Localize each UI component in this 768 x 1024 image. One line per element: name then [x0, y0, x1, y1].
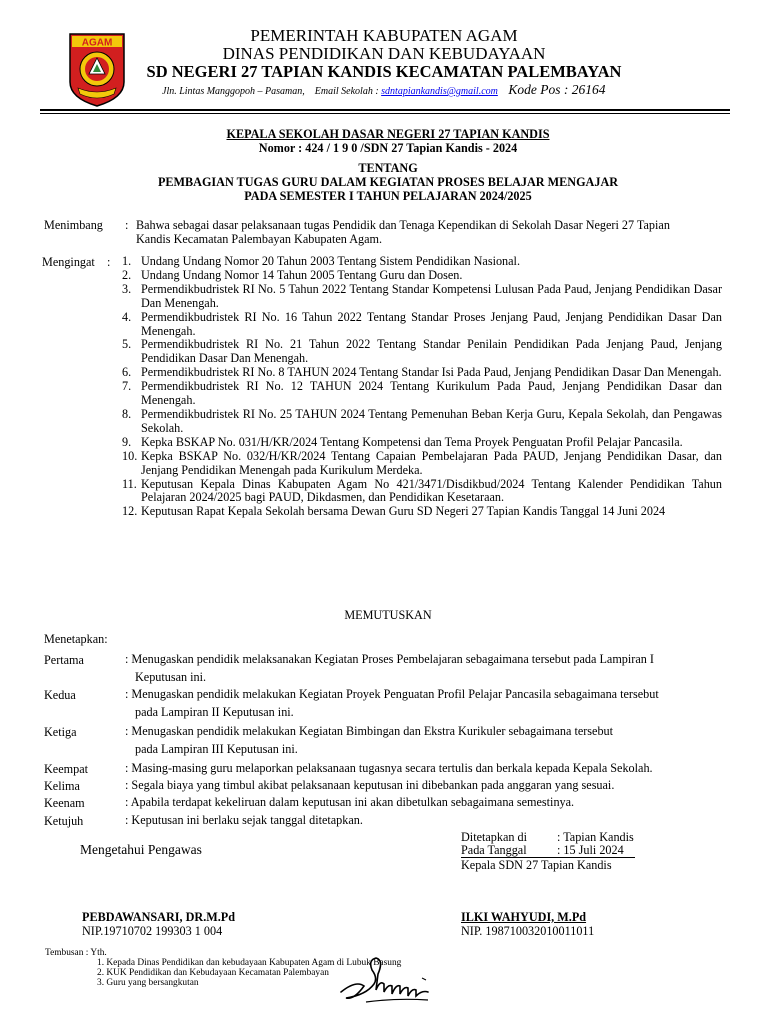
mengetahui-label: Mengetahui Pengawas: [80, 842, 202, 857]
tembusan-label: Tembusan : Yth.: [45, 948, 107, 958]
mengingat-item-number: 12.: [122, 504, 138, 519]
mengingat-item-text: Undang Undang Nomor 20 Tahun 2003 Tentang Sistem Pendidikan Nasional.: [141, 254, 520, 268]
decree-issuer: KEPALA SEKOLAH DASAR NEGERI 27 TAPIAN KANDIS: [226, 127, 550, 141]
ketujuh-text: : Keputusan ini berlaku sejak tanggal ditetapkan.: [125, 813, 363, 827]
mengingat-item-number: 10.: [122, 448, 138, 463]
mengingat-item-text: Keputusan Kepala Dinas Kabupaten Agam No 421/3471/Disdikbud/2024 Tentang Kalender Pendidikan Tahun Pelajaran 2024/2025 bagi PAUD, Dikdasmen, dan Pendidikan Kesetaraan.: [141, 476, 722, 505]
email-link[interactable]: sdntapiankandis@gmail.com: [381, 86, 498, 97]
tembusan-item: 3. Guru yang bersangkutan: [97, 978, 199, 988]
kelima-text: : Segala biaya yang timbul akibat pelaksanaan keputusan ini dibebankan pada anggaran yang sesuai.: [125, 778, 615, 792]
tanggal-label: Pada Tanggal: [461, 843, 527, 857]
pertama-text: : Menugaskan pendidik melaksanakan Kegiatan Proses Pembelajaran sebagaimana tersebut pada Lampiran I Keputusan ini.: [125, 652, 654, 684]
mengingat-item-text: Permendikbudristek RI No. 25 TAHUN 2024 Tentang Pemenuhan Beban Kerja Guru, Kepala Sekolah, dan Pengawas Sekolah.: [141, 406, 722, 435]
tembusan-item: 2. KUK Pendidikan dan Kebudayaan Kecamatan Palembayan: [97, 968, 329, 978]
mengingat-item-number: 5.: [122, 337, 132, 352]
kelima-label: Kelima: [44, 779, 80, 793]
mengingat-item: [122, 366, 722, 380]
kedua-text: : Menugaskan pendidik melakukan Kegiatan Proyek Penguatan Profil Pelajar Pancasila sebagaimana tersebut pada Lampiran II Keputusan ini.: [125, 687, 659, 719]
mengingat-item: [122, 380, 722, 408]
mengingat-item: [122, 436, 722, 450]
mengingat-item-text: Permendikbudristek RI No. 21 Tahun 2022 Tentang Standar Penilain Pendidikan Pada Jenjang Paud, Jenjang Pendidikan Dasar Dan Menengah.: [141, 337, 722, 366]
ketujuh-label: Ketujuh: [44, 814, 84, 828]
mengingat-item: [122, 450, 722, 478]
supervisor-nip: NIP.19710702 199303 1 004: [82, 924, 223, 938]
keempat-label: Keempat: [44, 762, 88, 776]
menimbang-text-line2: Kandis Kecamatan Palembayan Kabupaten Agam.: [136, 232, 383, 246]
mengingat-item-text: Permendikbudristek RI No. 12 TAHUN 2024 Tentang Kurikulum Pada Paud, Jenjang Pendidikan Dasar dan Menengah.: [141, 379, 722, 408]
principal-name: ILKI WAHYUDI, M.Pd: [461, 910, 587, 924]
kedua-label: Kedua: [44, 688, 76, 702]
tanggal-value: : 15 Juli 2024: [557, 843, 624, 857]
ketiga-text: : Menugaskan pendidik melakukan Kegiatan Bimbingan dan Ekstra Kurikuler sebagaimana tersebut pada Lampiran III Keputusan ini.: [125, 724, 614, 756]
handwritten-signature: [336, 940, 436, 1010]
mengingat-item-number: 11.: [122, 476, 137, 491]
letterhead-department: DINAS PENDIDIKAN DAN KEBUDAYAAN: [222, 44, 546, 63]
email-label: Email Sekolah :: [314, 86, 379, 97]
mengingat-item-number: 8.: [122, 406, 132, 421]
decree-about: TENTANG: [358, 161, 418, 175]
mengingat-item: [122, 338, 722, 366]
mengingat-item: [122, 478, 722, 506]
mengingat-item-number: 4.: [122, 309, 132, 324]
letterhead-school: SD NEGERI 27 TAPIAN KANDIS KECAMATAN PALEMBAYAN: [146, 62, 622, 81]
menimbang-colon: :: [125, 218, 129, 232]
decree-subject-line2: PADA SEMESTER I TAHUN PELAJARAN 2024/2025: [244, 189, 532, 203]
ditetapkan-label: Ditetapkan di: [461, 830, 527, 844]
mengingat-item-number: 7.: [122, 379, 132, 394]
memutuskan-heading: MEMUTUSKAN: [344, 608, 432, 622]
mengingat-item-number: 3.: [122, 281, 132, 296]
mengingat-item-text: Kepka BSKAP No. 031/H/KR/2024 Tentang Kompetensi dan Tema Proyek Penguatan Profil Pelajar Pancasila.: [141, 434, 683, 449]
principal-nip: NIP. 198710032010011011: [461, 924, 595, 938]
mengingat-item: [122, 505, 722, 519]
supervisor-name: PEBDAWANSARI, DR.M.Pd: [82, 910, 236, 924]
letterhead-rule-thin: [40, 113, 730, 114]
letterhead-government: PEMERINTAH KABUPATEN AGAM: [250, 26, 518, 45]
ditetapkan-value: : Tapian Kandis: [557, 830, 634, 844]
mengingat-item: [122, 311, 722, 339]
postcode: Kode Pos : 26164: [508, 82, 606, 97]
tanggal-row: [461, 844, 635, 858]
mengingat-item: [122, 255, 722, 269]
keempat-text: : Masing-masing guru melaporkan pelaksanaan tugasnya secara tertulis dan berkala kepada Kepala Sekolah.: [125, 761, 653, 775]
mengingat-item-number: 1.: [122, 254, 132, 268]
ketiga-label: Ketiga: [44, 725, 77, 739]
mengingat-item-text: Permendikbudristek RI No. 16 Tahun 2022 Tentang Standar Proses Jenjang Paud, Jenjang Pendidikan Dasar Dan Menengah.: [141, 309, 722, 338]
mengingat-item-text: Kepka BSKAP No. 032/H/KR/2024 Tentang Capaian Pembelajaran Pada PAUD, Jenjang Pendidikan Dasar, dan Jenjang Pendidikan Menengah pada Kurikulum Merdeka.: [141, 448, 722, 477]
menimbang-label: Menimbang: [44, 218, 103, 232]
mengingat-item-text: Undang Undang Nomor 14 Tahun 2005 Tentang Guru dan Dosen.: [141, 267, 463, 282]
pertama-label: Pertama: [44, 653, 84, 667]
mengingat-list: [122, 255, 722, 519]
menetapkan-label: Menetapkan:: [44, 632, 108, 646]
svg-text:AGAM: AGAM: [81, 37, 113, 49]
letterhead-address-line: [162, 82, 605, 98]
mengingat-item-text: Permendikbudristek RI No. 5 Tahun 2022 Tentang Standar Kompetensi Lulusan Pada Paud, Jenjang Pendidikan Dasar Dan Menengah.: [141, 281, 722, 310]
letterhead-rule-thick: [40, 109, 730, 111]
mengingat-item: [122, 283, 722, 311]
mengingat-colon: :: [107, 255, 111, 269]
mengingat-item: [122, 269, 722, 283]
mengingat-item-number: 9.: [122, 434, 132, 449]
tembusan-item: 1. Kepada Dinas Pendidikan dan kebudayaan Kabupaten Agam di Lubuk Basung: [97, 958, 402, 968]
mengingat-label: Mengingat: [42, 255, 95, 269]
mengingat-item-number: 2.: [122, 267, 132, 282]
keenam-text: : Apabila terdapat kekeliruan dalam keputusan ini akan dibetulkan sebagaimana semestinya.: [125, 795, 575, 809]
address: Jln. Lintas Manggopoh – Pasaman,: [162, 86, 305, 97]
keenam-label: Keenam: [44, 796, 85, 810]
mengingat-item-number: 6.: [122, 365, 132, 380]
menimbang-text-line1: Bahwa sebagai dasar pelaksanaan tugas Pendidik dan Tenaga Kependikan di Sekolah Dasar Negeri 27 Tapian: [136, 218, 670, 232]
decree-subject-line1: PEMBAGIAN TUGAS GURU DALAM KEGIATAN PROSES BELAJAR MENGAJAR: [157, 175, 619, 189]
mengingat-item: [122, 408, 722, 436]
mengingat-item-text: Keputusan Rapat Kepala Sekolah bersama Dewan Guru SD Negeri 27 Tapian Kandis Tanggal 14 Juni 2024: [141, 504, 666, 519]
decree-number: Nomor : 424 / 1 9 0 /SDN 27 Tapian Kandis - 2024: [258, 141, 518, 155]
mengingat-item-text: Permendikbudristek RI No. 8 TAHUN 2024 Tentang Standar Isi Pada Paud, Jenjang Pendidikan Dasar Dan Menengah.: [141, 365, 722, 380]
signer-position: Kepala SDN 27 Tapian Kandis: [461, 858, 612, 872]
